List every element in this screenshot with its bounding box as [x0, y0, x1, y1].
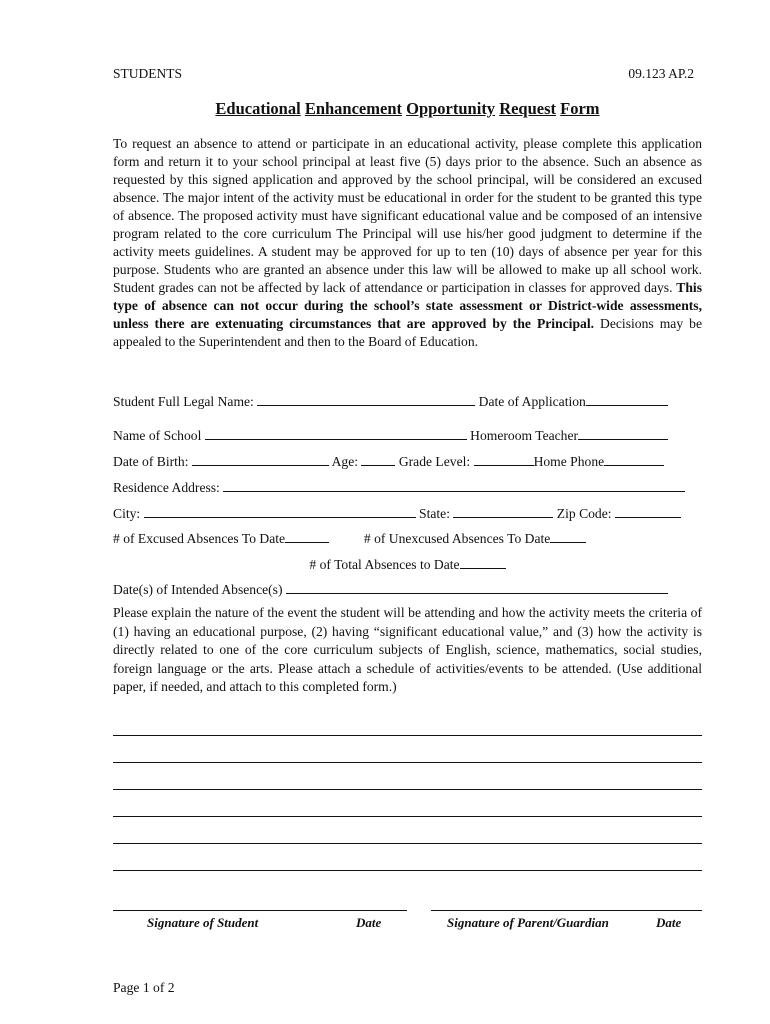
homeroom-teacher-label: Homeroom Teacher [470, 428, 579, 443]
homeroom-teacher-field[interactable] [578, 427, 668, 440]
form-title [113, 99, 702, 119]
city-field[interactable] [144, 505, 416, 518]
intro-text-end: Decisions may be appealed to the Superintendent and then to the Board of Education. [113, 316, 702, 349]
home-phone-field[interactable] [604, 453, 664, 466]
explanation-line[interactable] [113, 789, 702, 790]
zip-code-label: Zip Code: [556, 506, 612, 521]
section-label: STUDENTS [113, 66, 183, 81]
explanation-line[interactable] [113, 843, 702, 844]
row-intended-absences [113, 581, 702, 598]
parent-signature-label: Signature of Parent/Guardian [447, 915, 609, 930]
row-address [113, 479, 702, 496]
row-birth [113, 453, 702, 470]
age-label: Age: [331, 454, 359, 469]
row-absences [113, 530, 702, 547]
student-date-label: Date [356, 915, 382, 930]
state-label: State: [419, 506, 450, 521]
excused-absences-field[interactable] [285, 530, 329, 543]
city-label: City: [113, 506, 141, 521]
intended-absences-field[interactable] [286, 581, 668, 594]
intro-paragraph [113, 135, 702, 351]
explanation-line[interactable] [113, 816, 702, 817]
page-number: Page 1 of 2 [113, 980, 175, 995]
total-absences-field[interactable] [460, 556, 506, 569]
row-student-name [113, 393, 702, 410]
student-signature-label: Signature of Student [147, 915, 259, 930]
explanation-instructions: Please explain the nature of the event the student will be attending and how the activity meets the criteria of (1) having an educational purpose, (2) having “significant educational value,” and (3) how the activity is directly related to one of the core curriculum subjects of English, science, mathematics, social studies, foreign language or the arts. Please attach a schedule of activities/events to be attended. (Use additional paper, if needed, and attach to this completed form.) [113, 605, 702, 694]
home-phone-label: Home Phone [533, 454, 605, 469]
grade-level-label: Grade Level: [398, 454, 471, 469]
title-word: Opportunity [406, 99, 496, 118]
unexcused-absences-field[interactable] [550, 530, 586, 543]
intro-bold-text: This type of absence can not occur during the school’s state assessment or District-wide assessments, unless there are extenuating circumstances that are approved by the Principal. [113, 280, 702, 331]
age-field[interactable] [361, 453, 395, 466]
unexcused-absences-label: # of Unexcused Absences To Date [363, 531, 551, 546]
explanation-line[interactable] [113, 762, 702, 763]
student-signature-line[interactable] [113, 910, 407, 911]
page-header [113, 66, 702, 84]
application-date-field[interactable] [586, 393, 668, 406]
title-word: Educational [215, 99, 301, 118]
explanation-line[interactable] [113, 735, 702, 736]
row-city [113, 505, 702, 522]
policy-code: 09.123 AP.2 [628, 66, 694, 81]
grade-level-field[interactable] [474, 453, 534, 466]
row-school [113, 427, 702, 444]
intended-absences-label: Date(s) of Intended Absence(s) [113, 582, 283, 597]
title-word: Enhancement [304, 99, 402, 118]
parent-date-label: Date [656, 915, 682, 930]
explanation-line[interactable] [113, 870, 702, 871]
school-name-label: Name of School [113, 428, 202, 443]
residence-address-label: Residence Address: [113, 480, 220, 495]
student-name-label: Student Full Legal Name: [113, 394, 254, 409]
title-word: Request [499, 99, 557, 118]
row-total-absences [113, 556, 702, 573]
student-name-field[interactable] [257, 393, 475, 406]
excused-absences-label: # of Excused Absences To Date [113, 531, 286, 546]
zip-code-field[interactable] [615, 505, 681, 518]
title-word: Form [560, 99, 600, 118]
intro-text: To request an absence to attend or participate in an educational activity, please complete this application form and return it to your school principal at least five (5) days prior to the absence. Such an absence as requested by this signed application and approved by the school principal, will be considered an excused absence. The major intent of the activity must be educational in order for the student to be granted this type of absence. The proposed activity must have significant educational value and be composed of an intensive program related to the core curriculum The Principal will use his/her good judgment to determine if the activity meets guidelines. A student may be approved for up to ten (10) days of absence per year for this purpose. Students who are granted an absence under this law will be allowed to make up all school work. Student grades can not be affected by lack of attendance or participation in classes for approved days. [113, 136, 702, 295]
total-absences-label: # of Total Absences to Date [309, 557, 460, 572]
residence-address-field[interactable] [223, 479, 685, 492]
parent-signature-line[interactable] [431, 910, 702, 911]
birth-date-field[interactable] [192, 453, 329, 466]
state-field[interactable] [453, 505, 553, 518]
birth-date-label: Date of Birth: [113, 454, 189, 469]
application-date-label: Date of Application [478, 394, 586, 409]
school-name-field[interactable] [205, 427, 467, 440]
